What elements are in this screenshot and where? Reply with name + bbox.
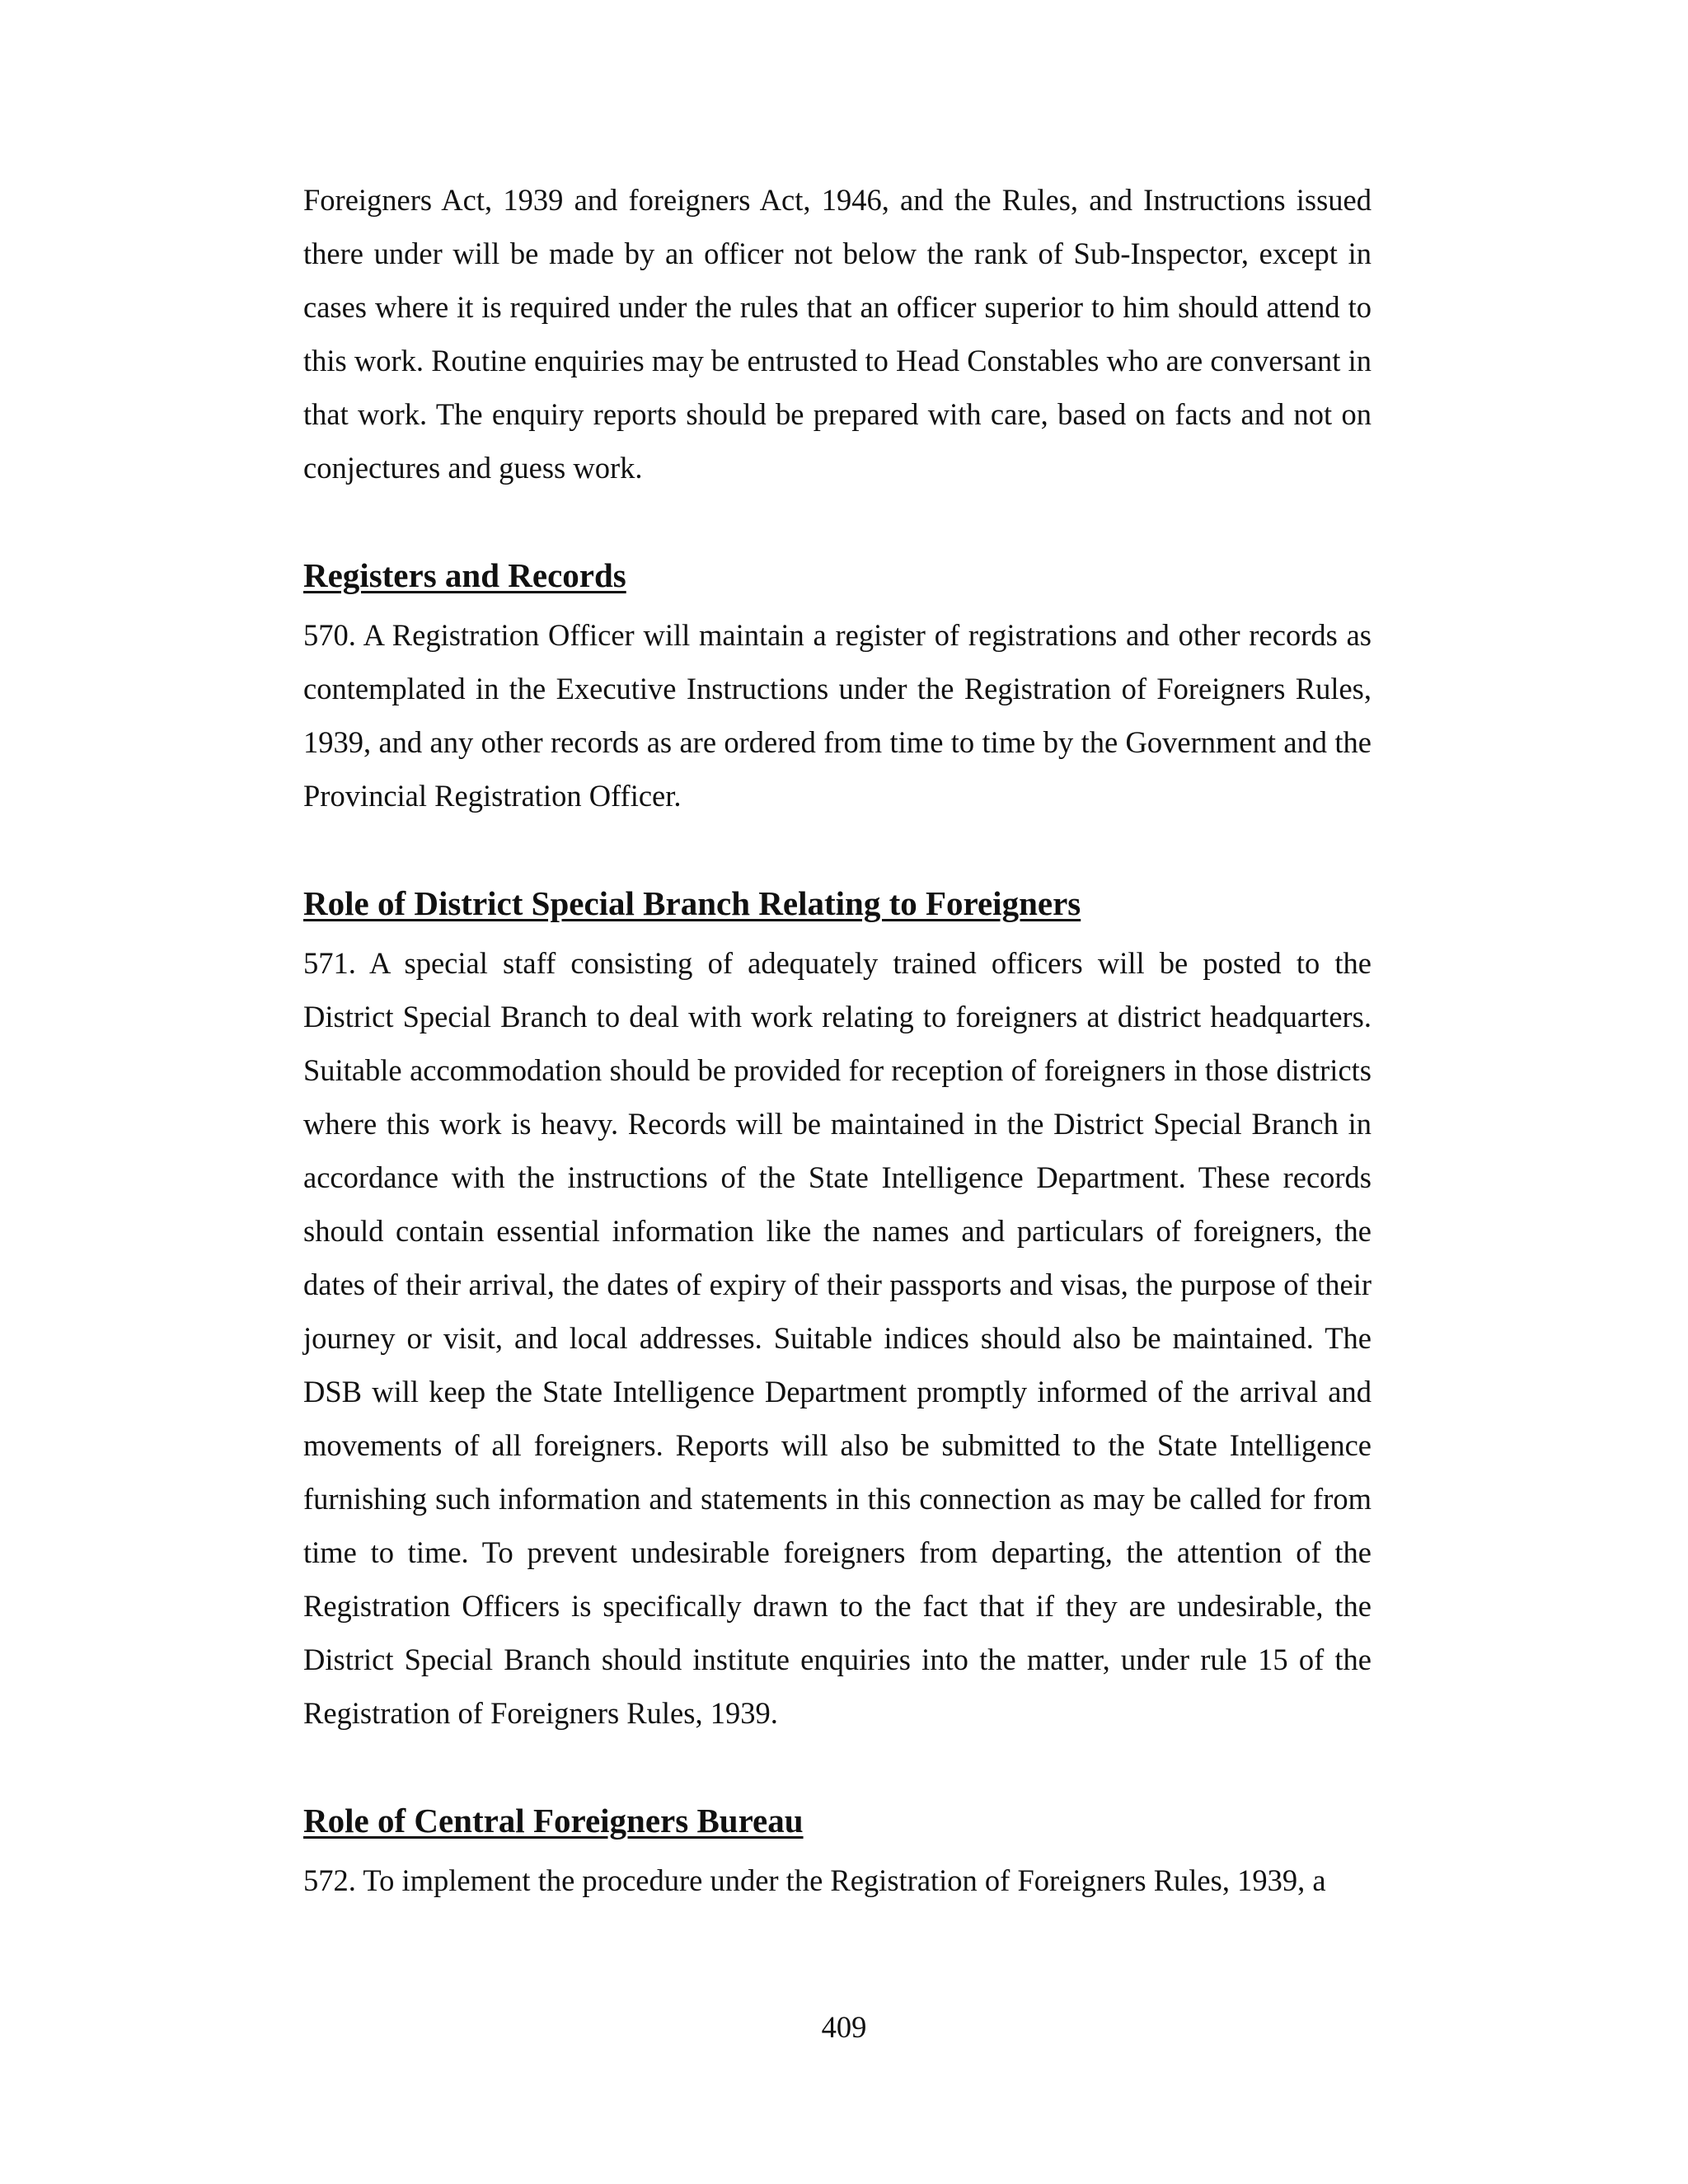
section-heading-registers-and-records: Registers and Records [303,556,626,594]
intro-paragraph: Foreigners Act, 1939 and foreigners Act, 1946, and the Rules, and Instructions issued there under will be made by an officer not below the rank of Sub-Inspector, except in cases where it is required under the rules that an officer superior to him should attend to this work. Routine enquiries may be entrusted to Head Constables who are conversant in that work. The enquiry reports should be prepared with care, based on facts and not on conjectures and guess work. [303,183,1372,485]
page-body [303,173,1372,1907]
paragraph-572: 572. To implement the procedure under the Registration of Foreigners Rules, 1939, a [303,1863,1326,1897]
page-number: 409 [821,2010,867,2044]
paragraph-570: 570. A Registration Officer will maintain a register of registrations and other records as contemplated in the Executive Instructions under the Registration of Foreigners Rules, 1939, and any other records as are ordered from time to time by the Government and the Provincial Registration Officer. [303,618,1372,813]
paragraph-571: 571. A special staff consisting of adequately trained officers will be posted to the District Special Branch to deal with work relating to foreigners at district headquarters. Suitable accommodation should be provided for reception of foreigners in those districts where this work is heavy. Records will be maintained in the District Special Branch in accordance with the instructions of the State Intelligence Department. These records should contain essential information like the names and particulars of foreigners, the dates of their arrival, the dates of expiry of their passports and visas, the purpose of their journey or visit, and local addresses. Suitable indices should also be maintained. The DSB will keep the State Intelligence Department promptly informed of the arrival and movements of all foreigners. Reports will also be submitted to the State Intelligence furnishing such information and statements in this connection as may be called for from time to time. To prevent undesirable foreigners from departing, the attention of the Registration Officers is specifically drawn to the fact that if they are undesirable, the District Special Branch should institute enquiries into the matter, under rule 15 of the Registration of Foreigners Rules, 1939. [303,946,1372,1730]
section-heading-role-of-district-special-branch: Role of District Special Branch Relating to Foreigners [303,884,1081,922]
section-heading-role-of-central-foreigners-bureau: Role of Central Foreigners Bureau [303,1802,804,1840]
